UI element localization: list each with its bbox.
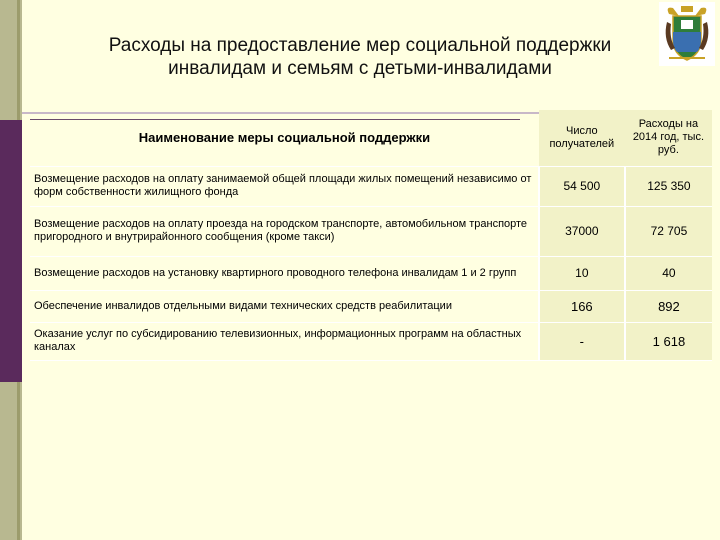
row-recipients: 10 <box>539 256 625 290</box>
table-row <box>30 256 712 290</box>
header-recipients: Число получателей <box>539 110 625 166</box>
table-row <box>30 290 712 322</box>
coat-of-arms-icon <box>659 2 715 66</box>
table-header-row <box>30 110 712 166</box>
title-line-1: Расходы на предоставление мер социальной поддержки <box>108 35 612 56</box>
title-line-2: инвалидам и семьям с детьми-инвалидами <box>168 58 552 79</box>
table-row <box>30 206 712 256</box>
row-name: Возмещение расходов на установку квартирного проводного телефона инвалидам 1 и 2 групп <box>30 256 539 290</box>
row-name: Возмещение расходов на оплату проезда на городском транспорте, автомобильном транспорте пригородного и внутрирайонного сообщения (кроме такси) <box>30 206 539 256</box>
row-name: Возмещение расходов на оплату занимаемой общей площади жилых помещений независимо от форм собственности жилищного фонда <box>30 166 539 206</box>
row-cost: 125 350 <box>625 166 712 206</box>
page-title <box>80 34 640 80</box>
header-name: Наименование меры социальной поддержки <box>30 110 539 166</box>
row-recipients: 166 <box>539 290 625 322</box>
row-name: Оказание услуг по субсидированию телевизионных, информационных программ на областных каналах <box>30 322 539 360</box>
row-name: Обеспечение инвалидов отдельными видами технических средств реабилитации <box>30 290 539 322</box>
table-row <box>30 166 712 206</box>
row-cost: 1 618 <box>625 322 712 360</box>
header-cost: Расходы на 2014 год, тыс. руб. <box>625 110 712 166</box>
row-cost: 892 <box>625 290 712 322</box>
left-accent-bar <box>0 120 22 382</box>
row-recipients: 37000 <box>539 206 625 256</box>
row-cost: 72 705 <box>625 206 712 256</box>
row-recipients: 54 500 <box>539 166 625 206</box>
expenses-table <box>30 110 712 361</box>
row-recipients: - <box>539 322 625 360</box>
table-row <box>30 322 712 360</box>
row-cost: 40 <box>625 256 712 290</box>
